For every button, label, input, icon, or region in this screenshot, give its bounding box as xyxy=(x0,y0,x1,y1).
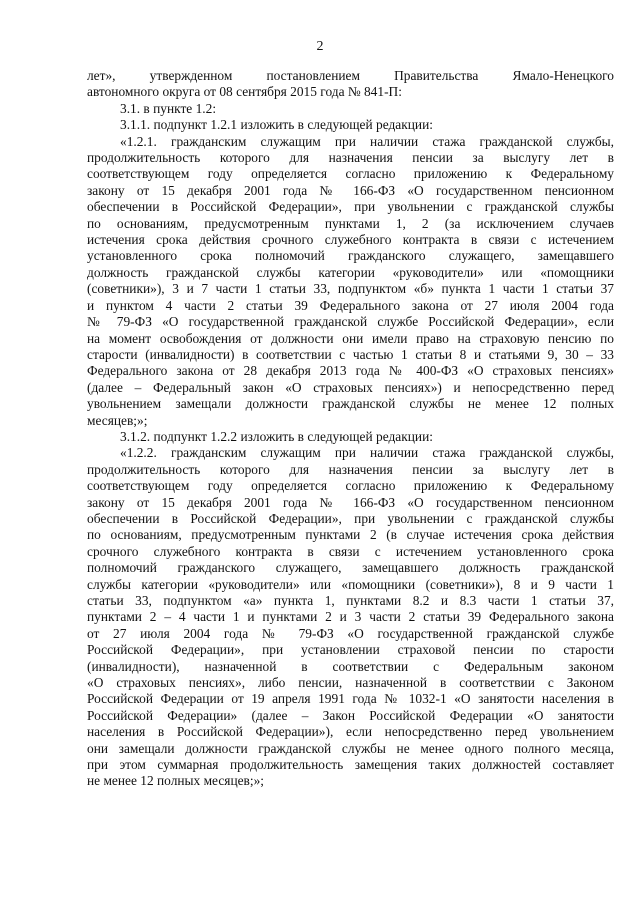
text-line: обеспечении в Российской Федерации», при увольнении с гражданской службы xyxy=(87,199,614,215)
text-line: увольнением замещали должности гражданской службы не менее 12 полных xyxy=(87,396,614,412)
text-line: не менее 12 полных месяцев;»; xyxy=(87,773,265,789)
text-line: (далее – Федеральный закон «О страховых пенсиях») и непосредственно перед xyxy=(87,379,614,395)
text-line: установленного срока полномочий гражданского служащего, замещавшего xyxy=(87,248,614,264)
text-line: продолжительность которого для назначения пенсии за выслугу лет в xyxy=(87,461,614,477)
text-line: срочного служебного контракта в связи с истечением установленного срока xyxy=(87,543,614,559)
text-line: продолжительность которого для назначения пенсии за выслугу лет в xyxy=(87,150,614,166)
document-body xyxy=(87,68,614,790)
text-line: (советники»), 3 и 7 части 1 статьи 33, подпунктом «б» пункта 1 части 1 статьи 37 xyxy=(87,281,614,297)
text-line: должность гражданской службы категории «руководители» или «помощники xyxy=(87,264,614,280)
text-line: Российской Федерации», при установлении страховой пенсии по старости xyxy=(87,642,614,658)
text-line: лет», утвержденном постановлением Правительства Ямало-Ненецкого xyxy=(87,68,614,83)
text-line: (инвалидности), назначенной в соответствии с Федеральным законом xyxy=(87,658,614,674)
text-line: от 27 июля 2004 года № 79-ФЗ «О государственной гражданской службе xyxy=(87,625,614,641)
text-line: 3.1. в пункте 1.2: xyxy=(120,100,217,116)
text-line: пунктами 2 – 4 части 1 и пунктами 2 и 3 части 2 статьи 39 Федерального закона xyxy=(87,609,614,625)
text-line: закону от 15 декабря 2001 года № 166-ФЗ «О государственном пенсионном xyxy=(87,494,614,510)
text-line: по основаниям, предусмотренным пунктами 1, 2 (за исключением случаев xyxy=(87,215,614,231)
text-line: при этом суммарная продолжительность замещения таких должностей составляет xyxy=(87,757,614,773)
text-line: населения в Российской Федерации»), если непосредственно перед увольнением xyxy=(87,724,614,740)
text-line: закону от 15 декабря 2001 года № 166-ФЗ «О государственном пенсионном xyxy=(87,182,614,198)
text-line: полномочий гражданского служащего, замещавшего должность гражданской xyxy=(87,560,614,576)
text-line: № 79-ФЗ «О государственной гражданской службе Российской Федерации», если xyxy=(87,314,614,330)
text-line: «О страховых пенсиях», либо пенсии, назначенной в соответствии с Законом xyxy=(87,675,614,691)
text-line: месяцев;»; xyxy=(87,412,148,428)
text-line: обеспечении в Российской Федерации», при увольнении с гражданской службы xyxy=(87,510,614,526)
text-line: 3.1.1. подпункт 1.2.1 изложить в следующей редакции: xyxy=(120,117,433,133)
text-line: «1.2.1. гражданским служащим при наличии стажа гражданской службы, xyxy=(120,133,614,149)
text-line: статьи 33, подпунктом «а» пункта 1, пунктами 8.2 и 8.3 части 1 статьи 37, xyxy=(87,593,614,608)
text-line: 3.1.2. подпункт 1.2.2 изложить в следующей редакции: xyxy=(120,428,433,444)
text-line: старости (инвалидности) в соответствии с частью 1 статьи 8 и статьями 9, 30 – 33 xyxy=(87,346,614,362)
text-line: автономного округа от 08 сентября 2015 года № 841-П: xyxy=(87,84,402,100)
text-line: «1.2.2. гражданским служащим при наличии стажа гражданской службы, xyxy=(120,445,614,461)
text-line: Российской Федерации от 19 апреля 1991 года № 1032-1 «О занятости населения в xyxy=(87,691,614,707)
text-line: соответствующем году определяется согласно приложению к Федеральному xyxy=(87,478,614,494)
text-line: на момент освобождения от должности они имели право на страховую пенсию по xyxy=(87,330,614,346)
text-line: они замещали должности гражданской службы не менее одного полного месяца, xyxy=(87,740,614,756)
text-line: Федерального закона от 28 декабря 2013 года № 400-ФЗ «О страховых пенсиях» xyxy=(87,363,614,379)
text-line: Российской Федерации» (далее – Закон Российской Федерации «О занятости xyxy=(87,707,614,723)
text-line: истечения срока действия срочного служебного контракта в связи с истечением xyxy=(87,232,614,248)
text-line: и пунктом 4 части 2 статьи 39 Федерального закона от 27 июля 2004 года xyxy=(87,297,614,313)
text-line: службы категории «руководители» или «помощники (советники»), 8 и 9 части 1 xyxy=(87,576,614,592)
page-number: 2 xyxy=(316,39,324,54)
text-line: соответствующем году определяется согласно приложению к Федеральному xyxy=(87,166,614,182)
text-line: по основаниям, предусмотренным пунктами 2 (в случае истечения срока действия xyxy=(87,527,614,543)
